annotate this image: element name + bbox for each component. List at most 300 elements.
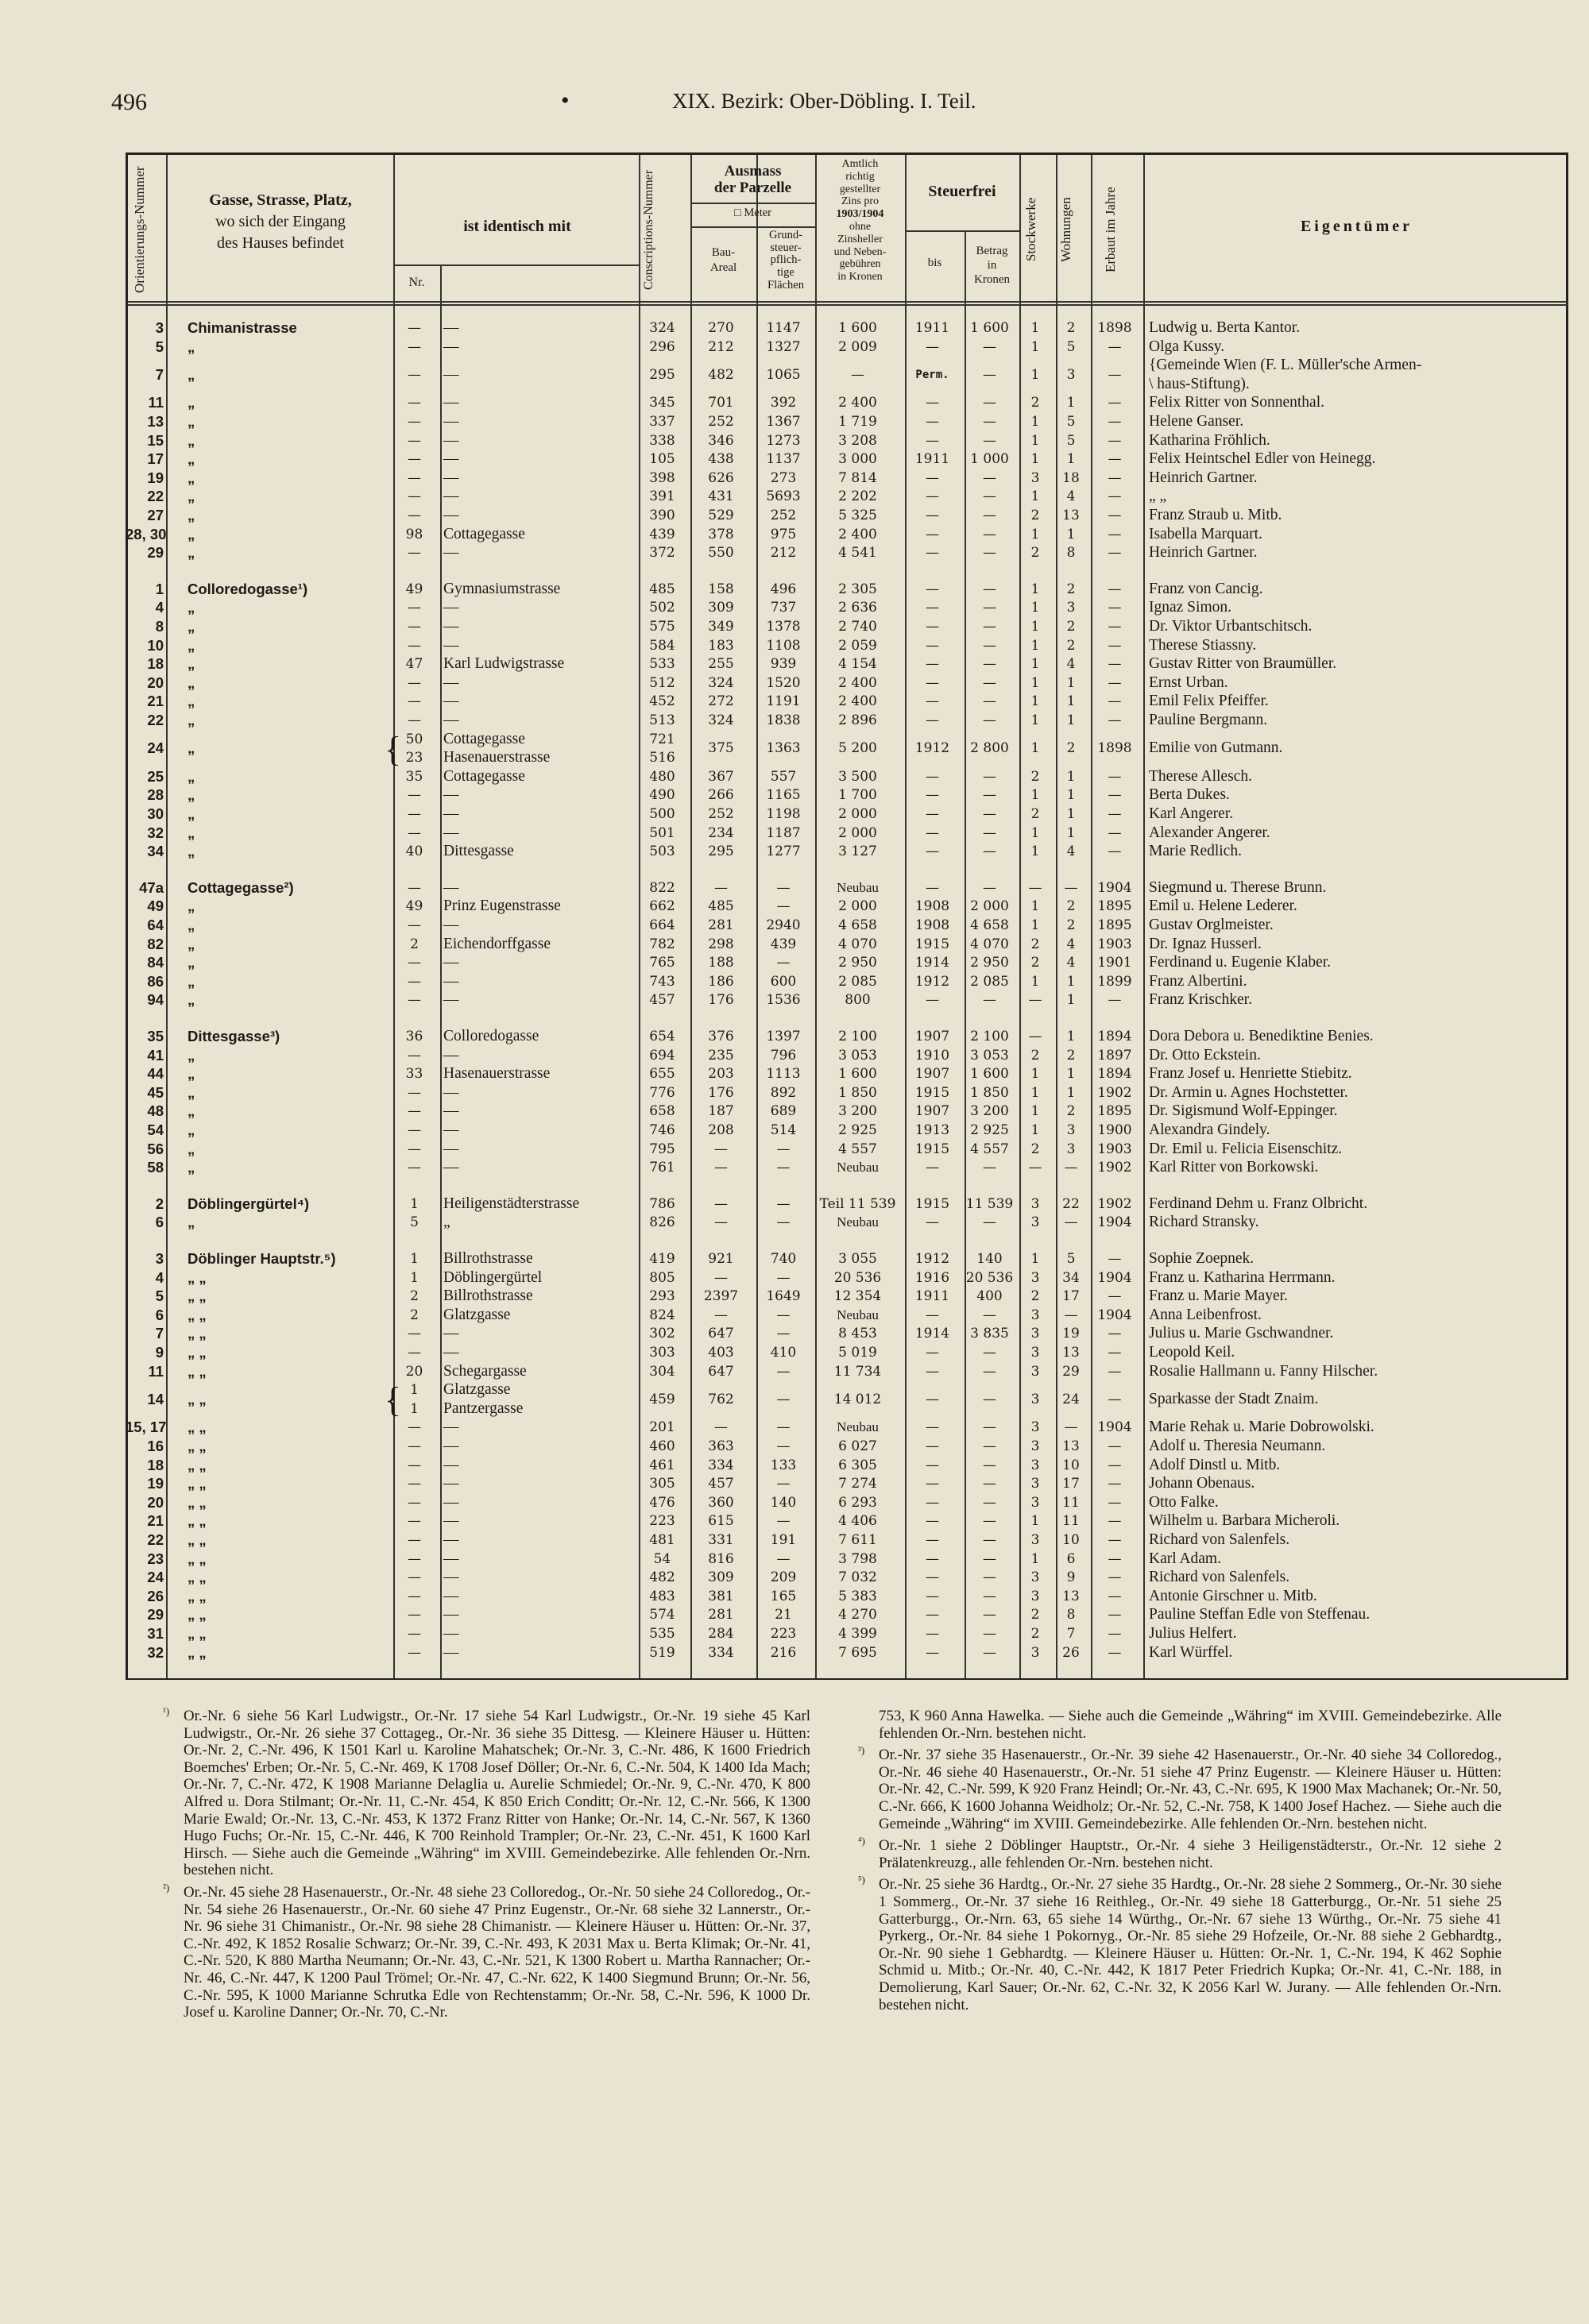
header-steuerfrei: Steuerfrei xyxy=(928,183,996,200)
row-45-street: „ „ xyxy=(188,1287,207,1305)
row-1-zins: 2 009 xyxy=(838,338,877,355)
row-15-or: 10 xyxy=(147,636,164,654)
row-20-wo: 2 xyxy=(1066,740,1076,757)
row-25-zins: 3 127 xyxy=(838,844,877,860)
row-48-zins: 5 019 xyxy=(838,1345,877,1361)
row-19-betrag: — xyxy=(983,712,996,728)
row-46-nr: 2 xyxy=(410,1307,419,1323)
row-59-or: 24 xyxy=(147,1569,164,1586)
row-25-bis: — xyxy=(926,844,939,860)
row-31-wo: 1 xyxy=(1066,973,1076,990)
row-45-grund: 1649 xyxy=(766,1288,801,1305)
header-betrag xyxy=(965,244,1019,287)
row-25-wo: 4 xyxy=(1066,844,1076,860)
row-61-owner: Pauline Steffan Edle von Steffenau. xyxy=(1149,1606,1371,1623)
row-26-owner: Siegmund u. Therese Brunn. xyxy=(1149,878,1327,896)
row-49-st: 3 xyxy=(1030,1363,1040,1380)
row-48-bau: 403 xyxy=(708,1345,734,1361)
row-1-grund: 1327 xyxy=(766,338,801,355)
row-60-ident: — xyxy=(443,1587,459,1604)
row-37-owner: Dr. Sigismund Wolf-Eppinger. xyxy=(1149,1102,1338,1120)
row-41-zins: Teil 11 539 xyxy=(819,1195,896,1212)
row-41-c: 786 xyxy=(649,1195,675,1212)
row-50-bau: 762 xyxy=(708,1392,734,1407)
row-8-wo: 4 xyxy=(1066,488,1076,505)
row-10-nr: 98 xyxy=(405,526,423,542)
row-6-zins: 3 000 xyxy=(838,451,877,468)
row-38-street: „ xyxy=(188,1121,195,1138)
row-17-ident: — xyxy=(443,674,459,691)
row-58-zins: 3 798 xyxy=(838,1550,877,1567)
row-25-betrag: — xyxy=(983,844,996,860)
row-19-street: „ xyxy=(188,712,195,728)
row-7-st: 3 xyxy=(1030,469,1040,486)
row-25-or: 34 xyxy=(147,843,164,860)
row-41-wo: 22 xyxy=(1062,1195,1080,1212)
row-54-owner: Johann Obenaus. xyxy=(1149,1475,1255,1492)
row-12-ident: Gymnasiumstrasse xyxy=(443,580,561,597)
row-47-bis: 1914 xyxy=(914,1326,950,1342)
row-60-owner: Antonie Girschner u. Mitb. xyxy=(1149,1587,1317,1604)
row-34-betrag: 3 053 xyxy=(970,1047,1009,1064)
row-55-nr: — xyxy=(408,1494,421,1511)
row-28-zins: 4 658 xyxy=(838,917,877,933)
row-2-bau: 482 xyxy=(708,367,734,383)
row-43-owner: Sophie Zoepnek. xyxy=(1149,1250,1255,1267)
row-20-or: 24 xyxy=(147,739,164,757)
row-61-ident: — xyxy=(443,1606,459,1623)
row-22-jahr: — xyxy=(1108,787,1122,804)
row-63-street: „ „ xyxy=(188,1643,207,1661)
row-3-c: 345 xyxy=(649,395,675,411)
header-bullet: • xyxy=(561,87,570,114)
row-10-bau: 378 xyxy=(708,526,734,542)
row-28-street: „ xyxy=(188,917,195,933)
row-27-jahr: 1895 xyxy=(1097,898,1132,915)
row-16-or: 18 xyxy=(147,655,164,673)
row-24-street: „ xyxy=(188,824,195,841)
row-24-jahr: — xyxy=(1108,824,1122,841)
row-33-bis: 1907 xyxy=(914,1029,950,1044)
row-30-street: „ xyxy=(188,954,195,971)
row-23-owner: Karl Angerer. xyxy=(1149,805,1234,822)
row-40-street: „ xyxy=(188,1159,195,1176)
row-36-owner: Dr. Armin u. Agnes Hochstetter. xyxy=(1149,1083,1348,1101)
row-58-nr: — xyxy=(408,1550,421,1567)
row-46-owner: Anna Leibenfrost. xyxy=(1149,1306,1262,1323)
row-42-st: 3 xyxy=(1030,1214,1040,1231)
row-10-st: 1 xyxy=(1030,526,1040,542)
row-17-c: 512 xyxy=(649,674,675,691)
row-39-bis: 1915 xyxy=(914,1141,950,1157)
row-46-bis: — xyxy=(926,1307,939,1323)
row-8-street: „ xyxy=(188,488,195,505)
row-31-or: 86 xyxy=(147,972,164,990)
row-58-jahr: — xyxy=(1108,1550,1122,1567)
row-45-bau: 2397 xyxy=(703,1288,739,1305)
row-14-wo: 2 xyxy=(1066,619,1076,635)
row-50-ident: Glatzgasse xyxy=(443,1381,511,1399)
row-15-owner: Therese Stiassny. xyxy=(1149,636,1257,654)
row-34-st: 2 xyxy=(1030,1047,1040,1064)
row-33-st: — xyxy=(1028,1029,1042,1044)
row-44-c: 805 xyxy=(649,1269,675,1286)
row-63-st: 3 xyxy=(1030,1644,1040,1661)
row-56-ident: — xyxy=(443,1512,459,1530)
row-53-betrag: — xyxy=(983,1457,996,1473)
row-16-jahr: — xyxy=(1108,656,1122,673)
row-25-c: 503 xyxy=(649,844,675,860)
row-43-grund: 740 xyxy=(770,1251,797,1267)
row-55-grund: 140 xyxy=(770,1494,797,1511)
row-8-or: 22 xyxy=(147,488,164,505)
row-50-zins: 14 012 xyxy=(833,1392,882,1407)
row-30-nr: — xyxy=(408,955,421,971)
row-16-wo: 4 xyxy=(1066,656,1076,673)
row-52-st: 3 xyxy=(1030,1438,1040,1454)
row-5-ident: — xyxy=(443,431,459,449)
row-13-grund: 737 xyxy=(770,600,797,616)
row-54-or: 19 xyxy=(147,1475,164,1492)
row-58-owner: Karl Adam. xyxy=(1149,1550,1221,1567)
row-48-wo: 13 xyxy=(1062,1345,1080,1361)
header-zins-line-4: Zins pro xyxy=(841,195,880,208)
row-41-bau: — xyxy=(714,1195,728,1212)
row-47-jahr: — xyxy=(1108,1326,1122,1342)
row-42-betrag: — xyxy=(983,1214,996,1231)
row-20-grund: 1363 xyxy=(766,740,801,757)
row-15-jahr: — xyxy=(1108,637,1122,654)
row-51-street: „ „ xyxy=(188,1419,207,1436)
row-27-bau: 485 xyxy=(708,898,734,915)
row-47-zins: 8 453 xyxy=(838,1326,877,1342)
row-49-c: 304 xyxy=(649,1363,675,1380)
row-54-nr: — xyxy=(408,1476,421,1492)
row-57-betrag: — xyxy=(983,1532,996,1548)
row-57-zins: 7 611 xyxy=(838,1532,877,1548)
row-34-wo: 2 xyxy=(1066,1047,1076,1064)
row-33-zins: 2 100 xyxy=(838,1029,877,1044)
footnote-text: Or.-Nr. 45 siehe 28 Hasenauerstr., Or.-Nr. 48 siehe 23 Colloredog., Or.-Nr. 50 siehe 24 Colloredog., Or.-Nr. 54 siehe 26 Hasenauerstr., Or.-Nr. 60 siehe 47 Prinz Eugenstr., Or.-Nr. 68 siehe 32 Lannerstr., Or.-Nr. 96 siehe 31 Chimanistr., Or.-Nr. 98 siehe 28 Chimanistr. — Kleinere Häuser u. Hütten: Or.-Nr. 37, C.-Nr. 492, K 1852 Rosalie Schwarz; Or.-Nr. 39, C.-Nr. 493, K 2031 Max u. Berta Klimak; Or.-Nr. 41, C.-Nr. 520, K 880 Martha Neumann; Or.-Nr. 43, C.-Nr. 521, K 1300 Robert u. Martha Rannacher; Or.-Nr. 46, C.-Nr. 447, K 1200 Paul Trömel; Or.-Nr. 47, C.-Nr. 622, K 1400 Siegmund Brunn; Or.-Nr. 56, C.-Nr. 595, K 1000 Marianne Schrutka Edle von Rechtenstamm; Or.-Nr. 58, C.-Nr. 596, K 1000 Dr. Josef u. Karoline Danner; Or.-Nr. 70, C.-Nr. xyxy=(184,1883,810,2021)
header-erbaut: Erbaut im Jahre xyxy=(1103,187,1118,272)
row-43-bau: 921 xyxy=(708,1251,734,1267)
row-42-jahr: 1904 xyxy=(1097,1214,1132,1231)
row-35-c: 655 xyxy=(649,1066,675,1083)
row-2-owner2: \ haus-Stiftung). xyxy=(1149,375,1250,392)
row-38-or: 54 xyxy=(147,1121,164,1138)
row-40-bau: — xyxy=(714,1160,728,1176)
row-40-ident: — xyxy=(443,1159,459,1176)
row-53-bis: — xyxy=(926,1457,939,1473)
row-60-or: 26 xyxy=(147,1587,164,1604)
row-56-owner: Wilhelm u. Barbara Micheroli. xyxy=(1149,1512,1340,1530)
row-61-street: „ „ xyxy=(188,1606,207,1623)
row-2-owner: {Gemeinde Wien (F. L. Müller'sche Armen- xyxy=(1149,357,1422,374)
row-55-wo: 11 xyxy=(1062,1494,1080,1511)
row-17-wo: 1 xyxy=(1066,674,1076,691)
row-16-owner: Gustav Ritter von Braumüller. xyxy=(1149,655,1337,673)
row-60-grund: 165 xyxy=(770,1588,797,1604)
row-7-grund: 273 xyxy=(770,469,797,486)
row-13-or: 4 xyxy=(155,599,164,616)
row-61-jahr: — xyxy=(1108,1607,1122,1623)
row-7-wo: 18 xyxy=(1062,469,1080,486)
row-46-st: 3 xyxy=(1030,1307,1040,1323)
row-58-grund: — xyxy=(776,1550,791,1567)
row-48-bis: — xyxy=(926,1345,939,1361)
row-51-bis: — xyxy=(926,1419,939,1436)
row-9-ident: — xyxy=(443,507,459,523)
row-45-wo: 17 xyxy=(1062,1288,1080,1305)
row-6-grund: 1137 xyxy=(766,451,801,468)
row-26-ident: — xyxy=(443,878,459,896)
row-31-street: „ xyxy=(188,972,195,990)
row-25-ident: Dittesgasse xyxy=(443,843,514,860)
row-63-bis: — xyxy=(926,1644,939,1661)
row-43-st: 1 xyxy=(1030,1251,1040,1267)
row-63-or: 32 xyxy=(147,1643,164,1661)
row-29-or: 82 xyxy=(147,935,164,952)
row-24-owner: Alexander Angerer. xyxy=(1149,824,1270,841)
row-61-grund: 21 xyxy=(775,1607,792,1623)
row-51-wo: — xyxy=(1064,1419,1078,1436)
row-4-jahr: — xyxy=(1108,414,1122,430)
row-15-c: 584 xyxy=(649,637,675,654)
row-4-or: 13 xyxy=(147,413,164,430)
row-38-betrag: 2 925 xyxy=(970,1122,1009,1138)
row-19-nr: — xyxy=(408,712,421,728)
row-41-jahr: 1902 xyxy=(1097,1195,1132,1212)
row-23-bau: 252 xyxy=(708,806,734,822)
row-29-jahr: 1903 xyxy=(1097,936,1132,952)
row-39-nr: — xyxy=(408,1141,421,1157)
row-13-owner: Ignaz Simon. xyxy=(1149,599,1231,616)
row-52-c: 460 xyxy=(649,1438,675,1454)
row-39-st: 2 xyxy=(1030,1141,1040,1157)
row-41-nr: 1 xyxy=(410,1195,419,1212)
header-gasse xyxy=(169,190,392,254)
row-35-zins: 1 600 xyxy=(838,1066,877,1083)
row-8-owner: „ „ xyxy=(1149,488,1167,505)
row-58-betrag: — xyxy=(983,1550,996,1567)
row-7-bis: — xyxy=(926,469,939,486)
footnote-mark: ³) xyxy=(858,1744,865,1757)
row-9-owner: Franz Straub u. Mitb. xyxy=(1149,507,1282,523)
row-3-zins: 2 400 xyxy=(838,395,877,411)
footnote-mark: ⁵) xyxy=(858,1874,865,1886)
row-32-st: — xyxy=(1028,992,1042,1009)
row-28-c: 664 xyxy=(649,917,675,933)
row-24-bis: — xyxy=(926,824,939,841)
row-37-bis: 1907 xyxy=(914,1103,950,1120)
footnote-right-2 xyxy=(858,1837,1502,1871)
row-61-st: 2 xyxy=(1030,1607,1040,1623)
row-52-betrag: — xyxy=(983,1438,996,1454)
row-36-ident: — xyxy=(443,1083,459,1101)
row-2-wo: 3 xyxy=(1066,367,1076,383)
row-42-bau: — xyxy=(714,1214,728,1231)
row-38-bau: 208 xyxy=(708,1122,734,1138)
row-28-jahr: 1895 xyxy=(1097,917,1132,933)
row-30-zins: 2 950 xyxy=(838,955,877,971)
header-zins-line-8: und Neben- xyxy=(833,245,887,258)
row-31-c: 743 xyxy=(649,973,675,990)
row-54-street: „ „ xyxy=(188,1475,207,1492)
row-54-jahr: — xyxy=(1108,1476,1122,1492)
row-5-owner: Katharina Fröhlich. xyxy=(1149,431,1270,449)
row-41-owner: Ferdinand Dehm u. Franz Olbricht. xyxy=(1149,1195,1368,1212)
row-11-nr: — xyxy=(408,545,421,562)
row-52-zins: 6 027 xyxy=(838,1438,877,1454)
row-12-zins: 2 305 xyxy=(838,581,877,597)
row-37-betrag: 3 200 xyxy=(970,1103,1009,1120)
row-62-betrag: — xyxy=(983,1626,996,1642)
row-30-bis: 1914 xyxy=(914,955,950,971)
row-21-wo: 1 xyxy=(1066,768,1076,785)
row-6-owner: Felix Heintschel Edler von Heinegg. xyxy=(1149,450,1376,468)
row-16-bau: 255 xyxy=(708,656,734,673)
row-37-st: 1 xyxy=(1030,1103,1040,1120)
row-21-nr: 35 xyxy=(405,768,423,785)
row-50-grund: — xyxy=(776,1392,791,1407)
row-26-grund: — xyxy=(776,879,791,896)
row-1-wo: 5 xyxy=(1066,338,1076,355)
row-62-or: 31 xyxy=(147,1625,164,1642)
row-39-owner: Dr. Emil u. Felicia Eisenschitz. xyxy=(1149,1140,1343,1157)
row-12-c: 485 xyxy=(649,581,675,597)
row-44-bis: 1916 xyxy=(914,1269,950,1286)
row-35-st: 1 xyxy=(1030,1066,1040,1083)
row-30-owner: Ferdinand u. Eugenie Klaber. xyxy=(1149,954,1332,971)
row-6-bau: 438 xyxy=(708,451,734,468)
row-42-bis: — xyxy=(926,1214,939,1231)
row-26-betrag: — xyxy=(983,879,996,896)
row-36-street: „ xyxy=(188,1083,195,1101)
row-5-nr: — xyxy=(408,432,421,449)
row-50-or: 14 xyxy=(147,1391,164,1407)
row-57-wo: 10 xyxy=(1062,1532,1080,1548)
row-2-st: 1 xyxy=(1030,367,1040,383)
row-57-street: „ „ xyxy=(188,1531,207,1548)
row-22-nr: — xyxy=(408,787,421,804)
row-46-jahr: 1904 xyxy=(1097,1307,1132,1323)
row-62-bau: 284 xyxy=(708,1626,734,1642)
row-9-zins: 5 325 xyxy=(838,508,877,523)
row-47-nr: — xyxy=(408,1326,421,1342)
row-53-ident: — xyxy=(443,1456,459,1473)
row-61-zins: 4 270 xyxy=(838,1607,877,1623)
row-30-or: 84 xyxy=(147,954,164,971)
row-7-bau: 626 xyxy=(708,469,734,486)
row-61-betrag: — xyxy=(983,1607,996,1623)
row-36-zins: 1 850 xyxy=(838,1084,877,1101)
row-21-street: „ xyxy=(188,767,195,785)
row-28-owner: Gustav Orglmeister. xyxy=(1149,917,1274,933)
row-9-betrag: — xyxy=(983,508,996,523)
row-36-st: 1 xyxy=(1030,1084,1040,1101)
row-59-c: 482 xyxy=(649,1569,675,1586)
row-32-or: 94 xyxy=(147,991,164,1009)
row-11-bis: — xyxy=(926,545,939,562)
row-62-ident: — xyxy=(443,1625,459,1642)
footnote-text: Or.-Nr. 37 siehe 35 Hasenauerstr., Or.-Nr. 39 siehe 42 Hasenauerstr., Or.-Nr. 40 siehe 34 Colloredog., Or.-Nr. 46 siehe 40 Hasenauerstr., Or.-Nr. 51 siehe 47 Prinz Eugenstr. — Kleinere Häuser u. Hütten: Or.-Nr. 42, C.-Nr. 599, K 920 Franz Heindl; Or.-Nr. 43, C.-Nr. 695, K 1900 Max Machanek; Or.-Nr. 50, C.-Nr. 666, K 1600 Johanna Weidholz; Or.-Nr. 52, C.-Nr. 758, K 1400 Josef Hachez. — Siehe auch die Gemeinde „Währing“ im XVIII. Gemeindebezirke. Alle fehlenden Or.-Nrn. bestehen nicht. xyxy=(879,1747,1502,1832)
row-21-bau: 367 xyxy=(708,768,734,785)
row-39-bau: — xyxy=(714,1141,728,1157)
row-24-betrag: — xyxy=(983,824,996,841)
row-55-betrag: — xyxy=(983,1494,996,1511)
row-22-betrag: — xyxy=(983,787,996,804)
row-1-nr: — xyxy=(408,338,421,355)
row-52-bau: 363 xyxy=(708,1438,734,1454)
row-52-street: „ „ xyxy=(188,1438,207,1454)
row-1-jahr: — xyxy=(1108,338,1122,355)
row-59-jahr: — xyxy=(1108,1569,1122,1586)
row-53-bau: 334 xyxy=(708,1457,734,1473)
row-56-bis: — xyxy=(926,1513,939,1530)
row-1-bis: — xyxy=(926,338,939,355)
row-41-bis: 1915 xyxy=(914,1195,950,1212)
row-25-owner: Marie Redlich. xyxy=(1149,843,1242,860)
row-3-street: „ xyxy=(188,394,195,411)
row-33-grund: 1397 xyxy=(766,1029,801,1044)
row-16-grund: 939 xyxy=(770,656,797,673)
row-31-bau: 186 xyxy=(708,973,734,990)
row-29-street: „ xyxy=(188,935,195,952)
row-32-wo: 1 xyxy=(1066,992,1076,1009)
row-20-bis: 1912 xyxy=(914,740,950,757)
row-39-jahr: 1903 xyxy=(1097,1141,1132,1157)
row-8-zins: 2 202 xyxy=(838,488,877,505)
row-28-bis: 1908 xyxy=(914,917,950,933)
row-1-owner: Olga Kussy. xyxy=(1149,338,1225,355)
row-27-betrag: 2 000 xyxy=(970,898,1009,915)
row-22-bau: 266 xyxy=(708,787,734,804)
row-28-wo: 2 xyxy=(1066,917,1076,933)
row-24-grund: 1187 xyxy=(766,824,801,841)
row-25-nr: 40 xyxy=(405,844,423,860)
row-34-c: 694 xyxy=(649,1047,675,1064)
row-41-ident: Heiligenstädterstrasse xyxy=(443,1195,580,1212)
row-6-c: 105 xyxy=(649,451,675,468)
row-58-or: 23 xyxy=(147,1550,164,1567)
row-23-street: „ xyxy=(188,805,195,822)
footnote-left-0 xyxy=(163,1705,810,1879)
row-57-or: 22 xyxy=(147,1531,164,1548)
row-54-betrag: — xyxy=(983,1476,996,1492)
row-56-grund: — xyxy=(776,1513,791,1530)
row-54-wo: 17 xyxy=(1062,1476,1080,1492)
row-11-wo: 8 xyxy=(1066,545,1076,562)
row-49-ident: Schegargasse xyxy=(443,1362,527,1380)
row-20-nr2: 23 xyxy=(405,750,423,766)
row-39-zins: 4 557 xyxy=(838,1141,877,1157)
row-8-bau: 431 xyxy=(708,488,734,505)
row-52-or: 16 xyxy=(147,1438,164,1454)
header-gasse-line-2: wo sich der Eingang xyxy=(215,213,346,230)
row-45-owner: Franz u. Marie Mayer. xyxy=(1149,1287,1288,1305)
row-4-zins: 1 719 xyxy=(838,414,877,430)
row-51-or: 15, 17 xyxy=(126,1419,167,1436)
row-13-bis: — xyxy=(926,600,939,616)
row-47-ident: — xyxy=(443,1325,459,1342)
row-19-grund: 1838 xyxy=(766,712,801,728)
row-26-nr: — xyxy=(408,879,421,896)
row-24-ident: — xyxy=(443,824,459,841)
row-18-grund: 1191 xyxy=(766,693,801,710)
row-27-or: 49 xyxy=(147,898,164,915)
row-20-bau: 375 xyxy=(708,740,734,757)
row-48-street: „ „ xyxy=(188,1344,207,1361)
